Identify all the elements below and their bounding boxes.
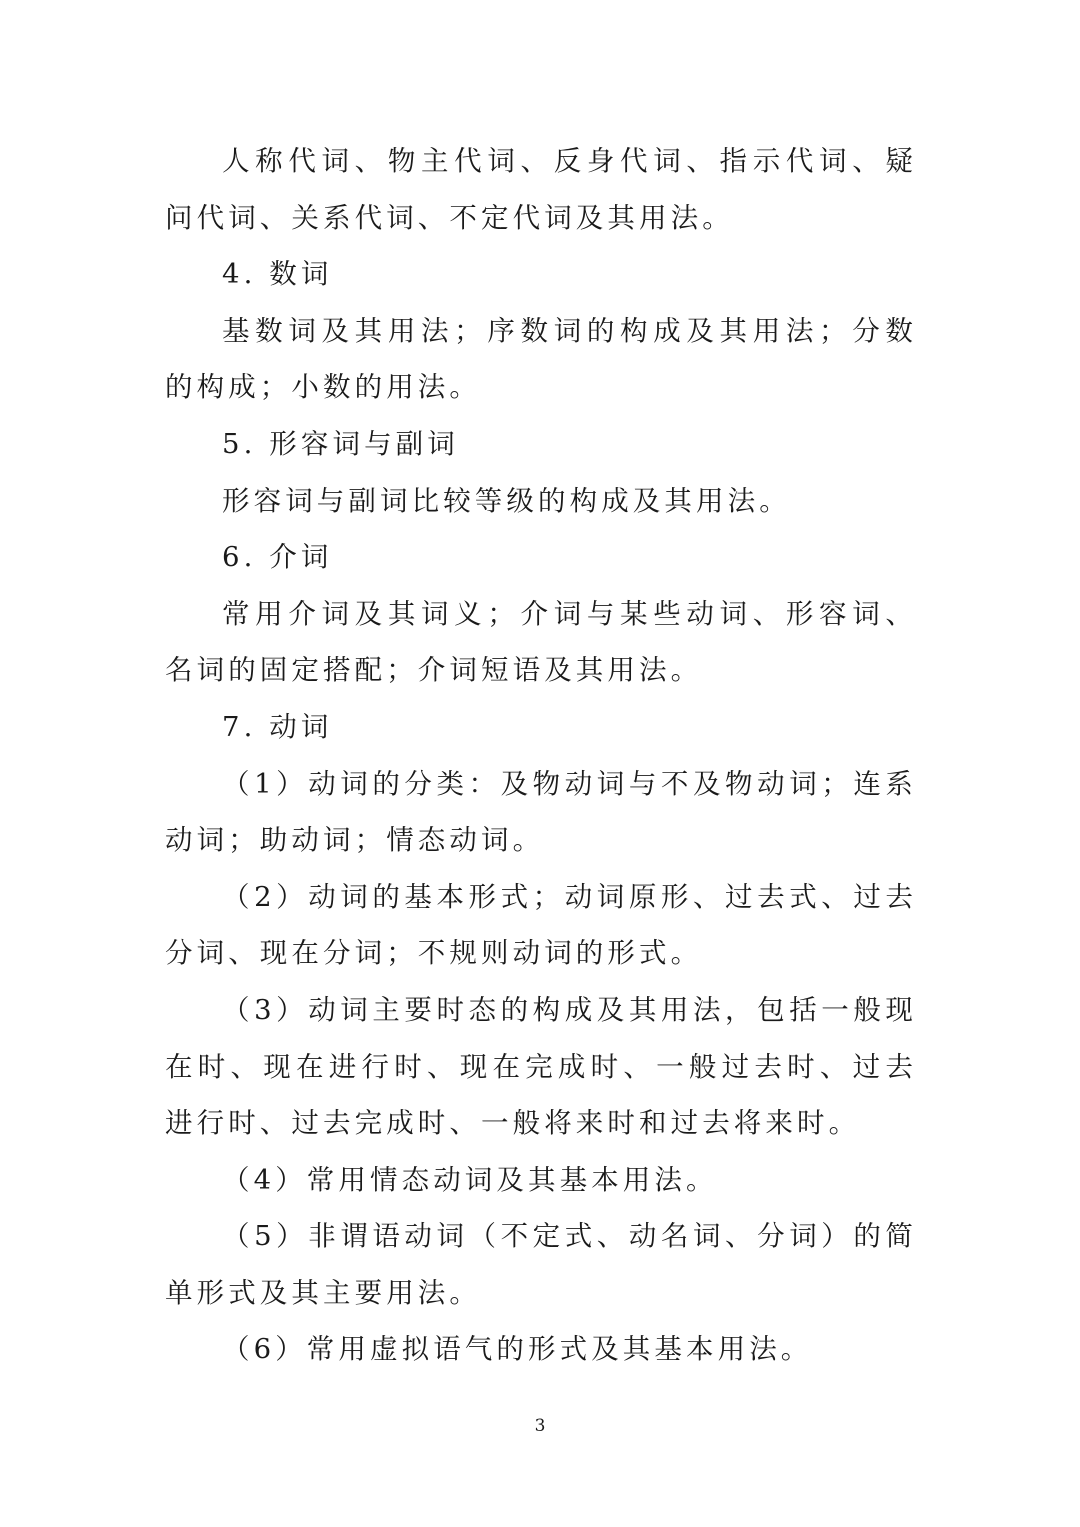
verbs-list-item: （4）常用情态动词及其基本用法。 [222,1163,718,1196]
paragraph-numerals: 基数词及其用法；序数词的构成及其用法；分数的构成；小数的用法。 [165,314,917,404]
section-heading-prepositions: 6. 介词 [222,541,333,574]
verbs-list-item: （6）常用虚拟语气的形式及其基本用法。 [222,1333,813,1366]
paragraph-pronoun-types: 人称代词、物主代词、反身代词、指示代词、疑问代词、关系代词、不定代词及其用法。 [165,145,917,234]
page-number: 3 [534,1416,546,1436]
section-heading-adjectives-adverbs: 5. 形容词与副词 [222,427,459,460]
verbs-list-item: （2）动词的基本形式；动词原形、过去式、过去分词、现在分词；不规则动词的形式。 [165,880,917,970]
verbs-list-item: （1）动词的分类：及物动词与不及物动词；连系动词；助动词；情态动词。 [165,767,917,857]
verbs-list-item: （5）非谓语动词（不定式、动名词、分词）的简单形式及其主要用法。 [165,1220,917,1309]
verbs-list-item: （3）动词主要时态的构成及其用法，包括一般现在时、现在进行时、现在完成时、一般过去时、过去进行时、过去完成时、一般将来时和过去将来时。 [165,993,917,1140]
document-body [165,133,917,1378]
paragraph-adjectives-adverbs: 形容词与副词比较等级的构成及其用法。 [222,484,791,517]
paragraph-prepositions: 常用介词及其词义；介词与某些动词、形容词、名词的固定搭配；介词短语及其用法。 [165,597,917,687]
section-heading-verbs: 7. 动词 [222,710,333,743]
section-heading-numerals: 4. 数词 [222,258,333,291]
